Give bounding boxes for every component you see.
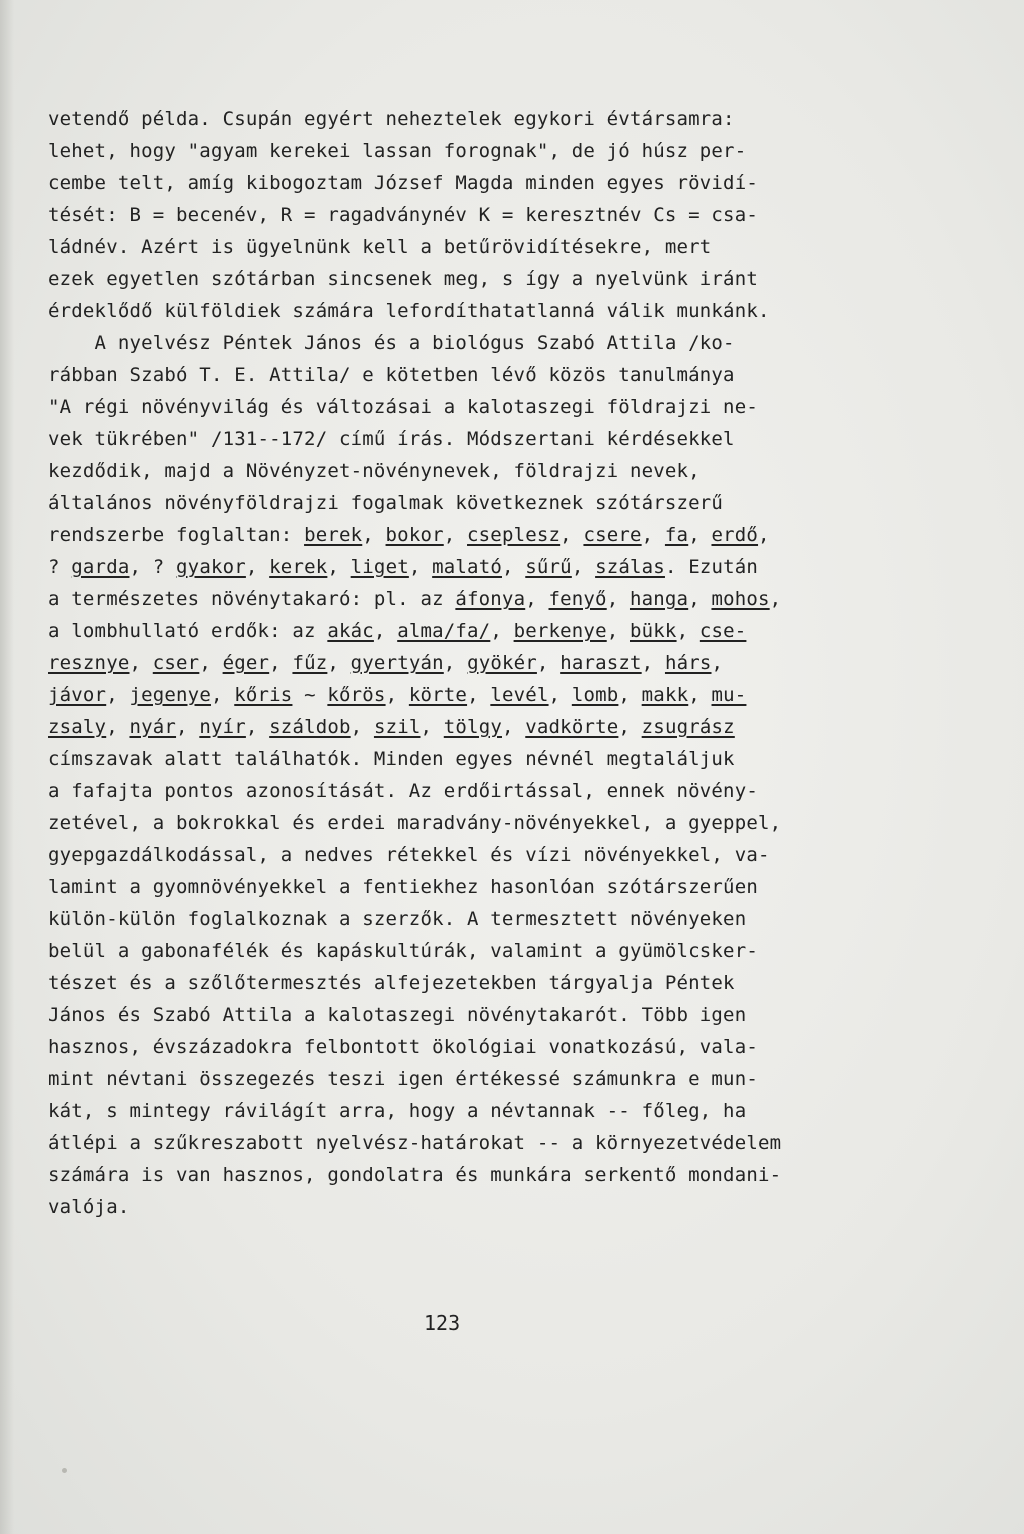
paper-speck [62, 1468, 67, 1473]
text-line: "A régi növényvilág és változásai a kalotaszegi földrajzi ne- [48, 396, 758, 418]
term: szil [373, 716, 421, 738]
text-line: tését: B = becenév, R = ragadványnév K = keresztnév Cs = csa- [48, 204, 758, 226]
text-line: ezek egyetlen szótárban sincsenek meg, s így a nyelvünk iránt [48, 268, 758, 290]
page-edge-shadow [0, 0, 14, 1534]
text-line: lehet, hogy "agyam kerekei lassan forognak", de jó húsz per- [48, 140, 747, 162]
term: berkenye [513, 620, 607, 642]
term: száldob [269, 716, 351, 738]
term: gyakor [176, 556, 246, 578]
term: nyír [199, 716, 246, 738]
text-line: lamint a gyomnövényekkel a fentiekhez hasonlóan szótárszerűen [48, 876, 758, 898]
term: kőris [234, 684, 293, 706]
text-line: vek tükrében" /131--172/ című írás. Módszertani kérdésekkel [48, 428, 735, 450]
term: csere [583, 524, 642, 546]
term: kőrös [327, 684, 386, 706]
text-line-terms-7: zsaly, nyár, nyír, száldob, szil, tölgy, vadkörte, zsugrász [48, 716, 735, 738]
text-line: a fafajta pontos azonosítását. Az erdőirtással, ennek növény- [48, 780, 758, 802]
text-line: rábban Szabó T. E. Attila/ e kötetben lévő közös tanulmánya [48, 364, 735, 386]
line-prefix: a lombhullató erdők: az [48, 620, 328, 642]
text-line: külön-külön foglalkoznak a szerzők. A termesztett növényeken [48, 908, 747, 930]
text-line: kát, s mintegy rávilágít arra, hogy a névtannak -- főleg, ha [48, 1100, 747, 1122]
line-suffix: Ezután [676, 556, 759, 578]
term: szálas [595, 556, 665, 578]
term: levél [490, 684, 549, 706]
term: erdő [711, 524, 759, 546]
term: akác [327, 620, 374, 642]
text-line: mint névtani összegezés teszi igen értékessé számunkra e mun- [48, 1068, 758, 1090]
term: garda [71, 556, 130, 578]
text-line: belül a gabonafélék és kapáskultúrák, valamint a gyümölcsker- [48, 940, 758, 962]
text-line-terms-4: a lombhullató erdők: az akác, alma/fa/, berkenye, bükk, cse- [48, 620, 747, 642]
line-prefix: rendszerbe foglaltan: [48, 524, 305, 546]
term: sűrű [525, 556, 572, 578]
page-number: 123 [424, 1311, 461, 1335]
text-line: ládnév. Azért is ügyelnünk kell a betűrövidítésekre, mert [48, 236, 712, 258]
text-line-terms-6: jávor, jegenye, kőris ~ kőrös, körte, levél, lomb, makk, mu- [48, 684, 747, 706]
text-line: János és Szabó Attila a kalotaszegi növénytakarót. Több igen [48, 1004, 747, 1026]
text-line: cembe telt, amíg kibogoztam József Magda minden egyes rövidí- [48, 172, 758, 194]
term: hárs [664, 652, 712, 674]
text-line: valója. [48, 1196, 130, 1218]
text-line: átlépi a szűkreszabott nyelvész-határokat -- a környezetvédelem [48, 1132, 782, 1154]
tilde-symbol: ~ [304, 684, 316, 706]
term: makk [641, 684, 689, 706]
term: cseplesz [467, 524, 561, 546]
term: bükk [630, 620, 677, 642]
text-line: érdeklődő külföldiek számára lefordíthatatlanná válik munkánk. [48, 300, 770, 322]
line-prefix: ? [48, 556, 72, 578]
term: bokor [385, 524, 444, 546]
text-line: általános növényföldrajzi fogalmak következnek szótárszerű [48, 492, 724, 514]
term: vadkörte [525, 716, 619, 738]
text-line: gyepgazdálkodással, a nedves rétekkel és vízi növényekkel, va- [48, 844, 770, 866]
text-line: vetendő példa. Csupán egyért neheztelek egykori évtársamra: [48, 108, 735, 130]
term: cse- [699, 620, 747, 642]
term: alma/fa/ [397, 620, 491, 642]
term: körte [408, 684, 468, 706]
text-line: címszavak alatt találhatók. Minden egyes névnél megtaláljuk [48, 748, 735, 770]
term: fa [664, 524, 689, 546]
term: mu- [711, 684, 747, 706]
term: áfonya [455, 588, 526, 610]
term: gyökér [467, 652, 537, 674]
text-line: A nyelvész Péntek János és a biológus Szabó Attila /ko- [48, 332, 735, 354]
text-line: kezdődik, majd a Növényzet-növénynevek, földrajzi nevek, [48, 460, 700, 482]
term: zsugrász [641, 716, 735, 738]
term: kerek [269, 556, 328, 578]
term: tölgy [443, 716, 502, 738]
term: haraszt [560, 652, 642, 674]
term: jávor [48, 684, 107, 706]
text-line: tészet és a szőlőtermesztés alfejezetekben tárgyalja Péntek [48, 972, 735, 994]
term: cser [152, 652, 200, 674]
text-line-terms-1: rendszerbe foglaltan: berek, bokor, cseplesz, csere, fa, erdő, [48, 524, 770, 546]
term: fűz [292, 652, 328, 674]
term: zsaly [48, 716, 107, 738]
term: fenyő [548, 588, 607, 610]
term: resznye [48, 652, 130, 674]
term: mohos [711, 588, 770, 610]
term: berek [304, 524, 363, 546]
term: malató [432, 556, 502, 578]
text-line: zetével, a bokrokkal és erdei maradvány-növényekkel, a gyeppel, [48, 812, 782, 834]
term: hanga [629, 588, 689, 610]
term: lomb [571, 684, 619, 706]
term: gyertyán [350, 652, 444, 674]
line-prefix: a természetes növénytakaró: pl. az [48, 588, 456, 610]
text-line-terms-2: ? garda, ? gyakor, kerek, liget, malató, sűrű, szálas. Ezután [48, 556, 759, 578]
text-line: számára is van hasznos, gondolatra és munkára serkentő mondani- [48, 1164, 782, 1186]
text-line: hasznos, évszázadokra felbontott ökológiai vonatkozású, vala- [48, 1036, 758, 1058]
text-line-terms-5: resznye, cser, éger, fűz, gyertyán, gyökér, haraszt, hárs, [48, 652, 724, 674]
term: nyár [129, 716, 177, 738]
term: jegenye [129, 684, 211, 706]
term: liget [350, 556, 409, 578]
text-line-terms-3: a természetes növénytakaró: pl. az áfonya, fenyő, hanga, mohos, [48, 588, 782, 610]
term: éger [222, 652, 270, 674]
